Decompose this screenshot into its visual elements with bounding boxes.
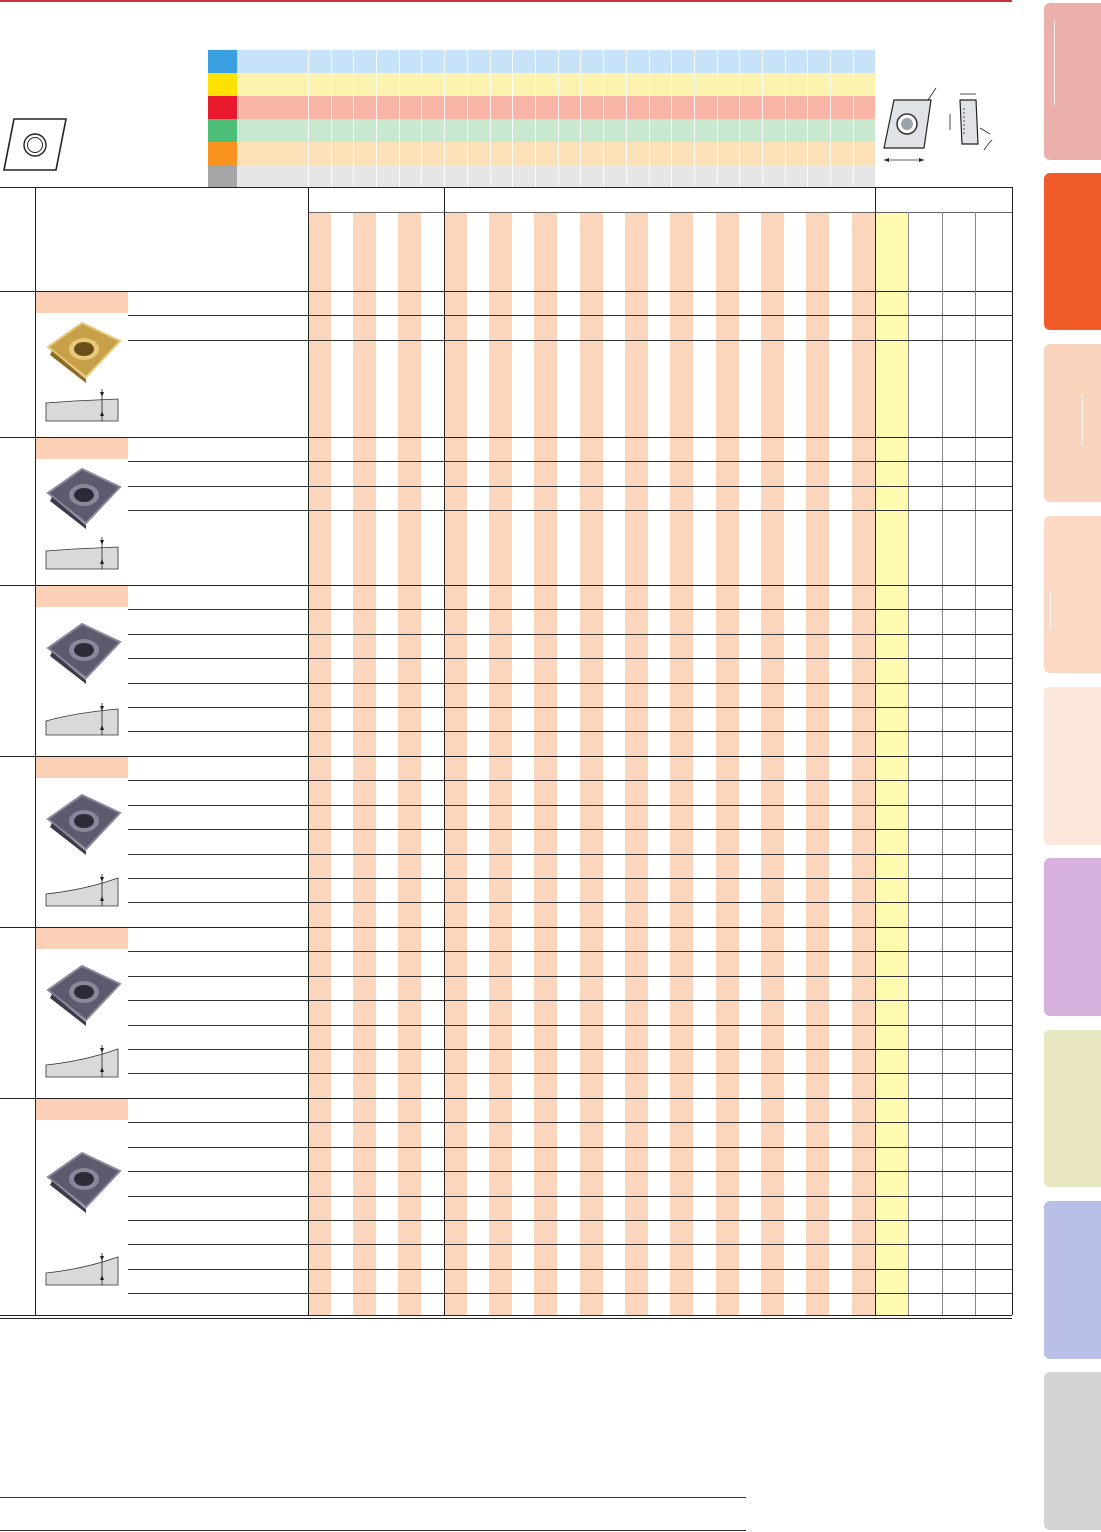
material-gridline <box>308 49 309 187</box>
side-tab <box>1044 516 1101 673</box>
material-band-p <box>237 50 875 73</box>
group-rule <box>0 756 1012 757</box>
column-stripe <box>353 212 376 1315</box>
column-stripe <box>761 212 784 1315</box>
column-stripe <box>625 212 648 1315</box>
material-gridline <box>694 49 695 187</box>
insert-photo <box>38 463 126 536</box>
table-row-rule <box>128 315 1012 316</box>
material-gridline <box>807 49 808 187</box>
table-row-rule <box>128 658 1012 659</box>
grade-highlight-column <box>875 212 908 1315</box>
material-gridline <box>535 49 536 187</box>
table-row-rule <box>128 1147 1012 1148</box>
group-label-tag <box>36 586 128 607</box>
material-swatch-s <box>208 142 237 165</box>
material-gridline <box>853 49 854 187</box>
footer-rule <box>0 1530 746 1531</box>
column-stripe <box>534 212 557 1315</box>
group-rule <box>0 927 1012 928</box>
material-swatch-p <box>208 50 237 73</box>
table-row-rule <box>128 609 1012 610</box>
table-row-rule <box>128 683 1012 684</box>
table-row-rule <box>128 780 1012 781</box>
material-band-m <box>237 73 875 96</box>
side-tab <box>1044 1201 1101 1359</box>
material-gridline <box>490 49 491 187</box>
table-row-rule <box>128 976 1012 977</box>
material-gridline <box>331 49 332 187</box>
material-gridline <box>717 49 718 187</box>
group-rule <box>0 437 1012 438</box>
side-tab <box>1044 858 1101 1016</box>
material-swatch-h <box>208 165 237 188</box>
group-label-tag <box>36 928 128 949</box>
material-gridline <box>467 49 468 187</box>
tab-mark <box>1050 590 1051 630</box>
table-row-rule <box>128 731 1012 732</box>
column-stripe <box>580 212 603 1315</box>
material-gridline <box>830 49 831 187</box>
material-gridline <box>444 49 445 187</box>
material-gridline <box>626 49 627 187</box>
column-stripe <box>489 212 512 1315</box>
insert-dimension-icon <box>876 80 1006 175</box>
group-label-tag <box>36 757 128 778</box>
table-row-rule <box>128 1293 1012 1294</box>
table-row-rule <box>128 1000 1012 1001</box>
table-column-rule <box>942 212 943 1315</box>
table-row-rule <box>128 634 1012 635</box>
table-row-rule <box>128 1196 1012 1197</box>
table-row-rule <box>128 510 1012 511</box>
table-column-rule <box>1012 187 1013 1315</box>
material-gridline <box>399 49 400 187</box>
cutting-edge-profile <box>44 703 120 737</box>
table-row-rule <box>128 707 1012 708</box>
column-stripe <box>444 212 467 1315</box>
material-gridline <box>580 49 581 187</box>
column-stripe <box>670 212 693 1315</box>
group-label-tag <box>36 438 128 459</box>
table-row-rule <box>128 1269 1012 1270</box>
table-column-rule <box>875 187 876 1315</box>
column-stripe <box>398 212 421 1315</box>
table-row-rule <box>128 1220 1012 1221</box>
group-rule <box>0 1318 1012 1319</box>
top-rule <box>0 0 1012 2</box>
group-rule <box>0 1098 1012 1099</box>
material-swatch-n <box>208 119 237 142</box>
material-band-h <box>237 165 875 188</box>
tab-mark <box>1054 20 1055 105</box>
material-gridline <box>762 49 763 187</box>
table-rule <box>0 291 1012 292</box>
table-column-rule <box>908 212 909 1315</box>
table-rule <box>0 1315 1012 1316</box>
header-subrule <box>308 212 1012 213</box>
material-band-k <box>237 96 875 119</box>
table-row-rule <box>128 1073 1012 1074</box>
material-gridline <box>671 49 672 187</box>
table-row-rule <box>128 878 1012 879</box>
column-stripe <box>308 212 331 1315</box>
material-gridline <box>649 49 650 187</box>
rhombic-insert-icon <box>0 116 72 174</box>
table-row-rule <box>128 951 1012 952</box>
column-stripe <box>852 212 875 1315</box>
side-tab <box>1044 173 1101 330</box>
table-row-rule <box>128 805 1012 806</box>
material-swatch-m <box>208 73 237 96</box>
material-gridline <box>353 49 354 187</box>
cutting-edge-profile <box>44 1045 120 1079</box>
side-tab <box>1044 3 1101 160</box>
table-row-rule <box>128 1244 1012 1245</box>
table-row-rule <box>128 340 1012 341</box>
table-rule <box>0 187 1012 188</box>
material-gridline <box>558 49 559 187</box>
insert-photo <box>38 618 126 691</box>
material-gridline <box>376 49 377 187</box>
table-column-rule <box>308 187 309 1315</box>
cutting-edge-profile <box>44 389 120 423</box>
table-row-rule <box>128 829 1012 830</box>
group-label-tag <box>36 1099 128 1120</box>
material-gridline <box>739 49 740 187</box>
material-gridline <box>512 49 513 187</box>
table-column-rule <box>35 187 36 1315</box>
insert-photo <box>38 789 126 862</box>
material-gridline <box>421 49 422 187</box>
table-column-rule <box>975 212 976 1315</box>
table-row-rule <box>128 486 1012 487</box>
table-column-rule <box>444 187 445 1315</box>
column-stripe <box>716 212 739 1315</box>
cutting-edge-profile <box>44 1253 120 1287</box>
table-row-rule <box>128 902 1012 903</box>
cutting-edge-profile <box>44 537 120 571</box>
insert-photo <box>38 1147 126 1220</box>
table-row-rule <box>128 1049 1012 1050</box>
footer-rule <box>0 1497 746 1498</box>
table-row-rule <box>128 461 1012 462</box>
group-label-tag <box>36 292 128 313</box>
insert-photo <box>38 960 126 1033</box>
insert-photo <box>38 317 126 390</box>
material-band-s <box>237 142 875 165</box>
group-rule <box>0 585 1012 586</box>
table-row-rule <box>128 1025 1012 1026</box>
side-tab <box>1044 687 1101 845</box>
table-row-rule <box>128 1171 1012 1172</box>
table-row-rule <box>128 854 1012 855</box>
material-swatch-k <box>208 96 237 119</box>
side-tab <box>1044 1030 1101 1187</box>
material-gridline <box>603 49 604 187</box>
material-band-n <box>237 119 875 142</box>
column-stripe <box>806 212 829 1315</box>
material-gridline <box>785 49 786 187</box>
side-tab <box>1044 1372 1101 1530</box>
table-row-rule <box>128 1122 1012 1123</box>
tab-mark <box>1082 395 1083 445</box>
cutting-edge-profile <box>44 874 120 908</box>
side-tab <box>1044 344 1101 502</box>
